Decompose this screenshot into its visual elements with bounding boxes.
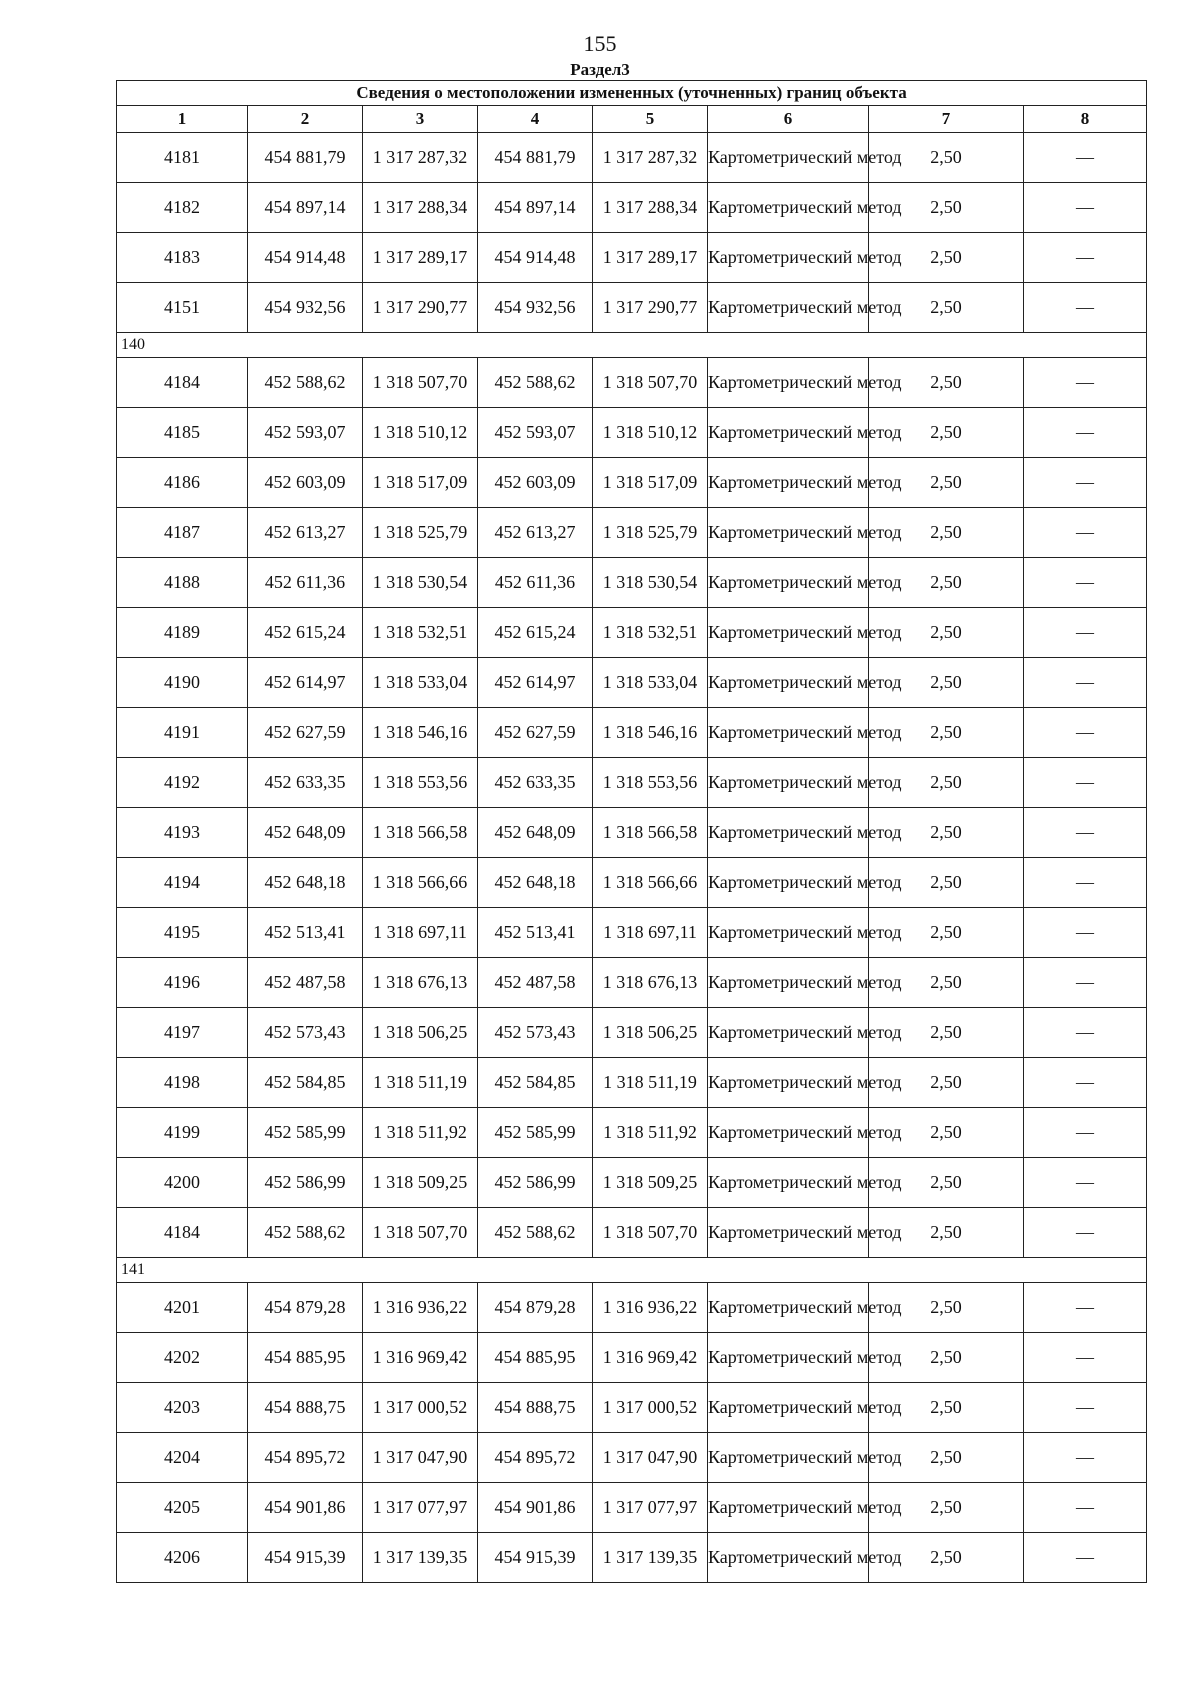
cell-point-number: 4186 [117,458,248,508]
cell-y-existing: 1 318 553,56 [363,758,478,808]
cell-x-new: 454 885,95 [478,1333,593,1383]
cell-x-existing: 454 888,75 [248,1383,363,1433]
cell-y-new: 1 318 517,09 [593,458,708,508]
table-row [117,608,1147,658]
cell-method: Картометрический метод [708,183,869,233]
cell-point-number: 4197 [117,1008,248,1058]
cell-x-new: 454 901,86 [478,1483,593,1533]
cell-method: Картометрический метод [708,1533,869,1583]
cell-method: Картометрический метод [708,408,869,458]
table-row [117,1283,1147,1333]
cell-x-existing: 452 615,24 [248,608,363,658]
cell-x-existing: 454 881,79 [248,133,363,183]
cell-point-number: 4151 [117,283,248,333]
cell-x-existing: 452 588,62 [248,1208,363,1258]
cell-x-new: 452 627,59 [478,708,593,758]
cell-note: — [1024,1208,1147,1258]
cell-x-new: 452 648,09 [478,808,593,858]
cell-y-existing: 1 316 936,22 [363,1283,478,1333]
cell-tolerance: 2,50 [869,708,1024,758]
table-row [117,858,1147,908]
cell-y-existing: 1 317 290,77 [363,283,478,333]
cell-y-existing: 1 317 287,32 [363,133,478,183]
table-row [117,1008,1147,1058]
table-row [117,1433,1147,1483]
cell-method: Картометрический метод [708,1383,869,1433]
cell-y-new: 1 317 288,34 [593,183,708,233]
cell-x-new: 452 614,97 [478,658,593,708]
cell-x-new: 452 513,41 [478,908,593,958]
cell-y-new: 1 316 936,22 [593,1283,708,1333]
cell-note: — [1024,133,1147,183]
table-row [117,508,1147,558]
cell-method: Картометрический метод [708,958,869,1008]
cell-method: Картометрический метод [708,808,869,858]
cell-y-new: 1 317 289,17 [593,233,708,283]
table-row [117,1058,1147,1108]
cell-y-new: 1 318 533,04 [593,658,708,708]
cell-tolerance: 2,50 [869,1333,1024,1383]
cell-tolerance: 2,50 [869,758,1024,808]
cell-x-new: 452 593,07 [478,408,593,458]
cell-x-existing: 454 895,72 [248,1433,363,1483]
cell-point-number: 4199 [117,1108,248,1158]
cell-tolerance: 2,50 [869,658,1024,708]
cell-y-new: 1 318 566,58 [593,808,708,858]
table-row [117,808,1147,858]
cell-method: Картометрический метод [708,1208,869,1258]
cell-point-number: 4188 [117,558,248,608]
table-row [117,458,1147,508]
coordinates-table [116,80,1147,1583]
cell-y-new: 1 318 509,25 [593,1158,708,1208]
cell-y-new: 1 318 566,66 [593,858,708,908]
cell-point-number: 4184 [117,1208,248,1258]
cell-y-existing: 1 318 507,70 [363,1208,478,1258]
cell-x-new: 452 603,09 [478,458,593,508]
cell-x-new: 452 588,62 [478,358,593,408]
cell-x-new: 452 611,36 [478,558,593,608]
cell-note: — [1024,958,1147,1008]
table-row [117,183,1147,233]
cell-x-existing: 452 614,97 [248,658,363,708]
cell-point-number: 4189 [117,608,248,658]
cell-tolerance: 2,50 [869,183,1024,233]
table-row [117,658,1147,708]
table-row [117,1533,1147,1583]
cell-tolerance: 2,50 [869,608,1024,658]
cell-method: Картометрический метод [708,1483,869,1533]
cell-y-new: 1 317 139,35 [593,1533,708,1583]
cell-y-new: 1 316 969,42 [593,1333,708,1383]
cell-note: — [1024,1333,1147,1383]
cell-note: — [1024,358,1147,408]
cell-point-number: 4195 [117,908,248,958]
table-row [117,1383,1147,1433]
cell-x-existing: 452 513,41 [248,908,363,958]
cell-method: Картометрический метод [708,758,869,808]
cell-method: Картометрический метод [708,708,869,758]
cell-x-new: 452 648,18 [478,858,593,908]
cell-x-new: 452 586,99 [478,1158,593,1208]
cell-x-existing: 454 914,48 [248,233,363,283]
cell-tolerance: 2,50 [869,1008,1024,1058]
cell-tolerance: 2,50 [869,458,1024,508]
cell-x-new: 454 888,75 [478,1383,593,1433]
cell-y-new: 1 318 553,56 [593,758,708,808]
cell-point-number: 4200 [117,1158,248,1208]
cell-note: — [1024,1108,1147,1158]
cell-y-existing: 1 317 288,34 [363,183,478,233]
cell-note: — [1024,1483,1147,1533]
cell-point-number: 4185 [117,408,248,458]
cell-y-existing: 1 318 533,04 [363,658,478,708]
cell-x-existing: 452 487,58 [248,958,363,1008]
cell-y-existing: 1 317 289,17 [363,233,478,283]
cell-y-new: 1 318 532,51 [593,608,708,658]
cell-point-number: 4190 [117,658,248,708]
cell-note: — [1024,858,1147,908]
cell-x-existing: 452 573,43 [248,1008,363,1058]
cell-note: — [1024,1008,1147,1058]
cell-y-existing: 1 318 532,51 [363,608,478,658]
column-header: 3 [363,106,478,133]
cell-tolerance: 2,50 [869,1058,1024,1108]
cell-x-existing: 452 585,99 [248,1108,363,1158]
cell-method: Картометрический метод [708,658,869,708]
cell-y-existing: 1 318 530,54 [363,558,478,608]
cell-y-new: 1 318 525,79 [593,508,708,558]
contour-number: 140 [117,333,1147,358]
cell-tolerance: 2,50 [869,908,1024,958]
cell-method: Картометрический метод [708,283,869,333]
table-row [117,233,1147,283]
column-header: 6 [708,106,869,133]
cell-note: — [1024,758,1147,808]
cell-x-existing: 452 611,36 [248,558,363,608]
cell-point-number: 4183 [117,233,248,283]
cell-tolerance: 2,50 [869,958,1024,1008]
cell-method: Картометрический метод [708,1333,869,1383]
cell-x-existing: 452 613,27 [248,508,363,558]
cell-y-new: 1 318 510,12 [593,408,708,458]
cell-x-existing: 452 633,35 [248,758,363,808]
cell-method: Картометрический метод [708,608,869,658]
cell-note: — [1024,408,1147,458]
cell-method: Картометрический метод [708,358,869,408]
cell-note: — [1024,708,1147,758]
cell-note: — [1024,808,1147,858]
cell-y-existing: 1 318 509,25 [363,1158,478,1208]
cell-y-existing: 1 318 507,70 [363,358,478,408]
cell-point-number: 4198 [117,1058,248,1108]
cell-y-existing: 1 318 525,79 [363,508,478,558]
cell-y-new: 1 318 697,11 [593,908,708,958]
cell-y-new: 1 318 676,13 [593,958,708,1008]
cell-note: — [1024,1158,1147,1208]
cell-x-new: 452 588,62 [478,1208,593,1258]
table-row [117,1208,1147,1258]
cell-method: Картометрический метод [708,908,869,958]
cell-y-existing: 1 318 566,66 [363,858,478,908]
table-row [117,558,1147,608]
cell-note: — [1024,183,1147,233]
cell-tolerance: 2,50 [869,1158,1024,1208]
cell-point-number: 4206 [117,1533,248,1583]
cell-point-number: 4201 [117,1283,248,1333]
cell-note: — [1024,508,1147,558]
cell-point-number: 4203 [117,1383,248,1433]
cell-tolerance: 2,50 [869,1283,1024,1333]
cell-method: Картометрический метод [708,508,869,558]
table-row [117,708,1147,758]
cell-y-existing: 1 318 697,11 [363,908,478,958]
cell-y-existing: 1 317 077,97 [363,1483,478,1533]
cell-method: Картометрический метод [708,458,869,508]
cell-y-new: 1 318 530,54 [593,558,708,608]
cell-y-new: 1 318 506,25 [593,1008,708,1058]
table-row [117,758,1147,808]
cell-tolerance: 2,50 [869,508,1024,558]
cell-y-existing: 1 317 000,52 [363,1383,478,1433]
cell-y-new: 1 317 290,77 [593,283,708,333]
cell-y-existing: 1 317 139,35 [363,1533,478,1583]
cell-point-number: 4184 [117,358,248,408]
cell-x-new: 454 881,79 [478,133,593,183]
cell-y-existing: 1 318 676,13 [363,958,478,1008]
cell-y-new: 1 317 077,97 [593,1483,708,1533]
cell-tolerance: 2,50 [869,233,1024,283]
cell-y-existing: 1 318 510,12 [363,408,478,458]
cell-y-new: 1 318 511,92 [593,1108,708,1158]
cell-y-existing: 1 318 546,16 [363,708,478,758]
cell-method: Картометрический метод [708,233,869,283]
column-header: 7 [869,106,1024,133]
cell-x-new: 452 615,24 [478,608,593,658]
cell-point-number: 4187 [117,508,248,558]
cell-y-new: 1 317 047,90 [593,1433,708,1483]
cell-point-number: 4193 [117,808,248,858]
cell-point-number: 4205 [117,1483,248,1533]
cell-note: — [1024,233,1147,283]
cell-note: — [1024,1283,1147,1333]
cell-tolerance: 2,50 [869,408,1024,458]
cell-x-existing: 452 586,99 [248,1158,363,1208]
cell-tolerance: 2,50 [869,808,1024,858]
table-row [117,358,1147,408]
column-header-row [117,106,1147,133]
cell-x-new: 452 585,99 [478,1108,593,1158]
cell-note: — [1024,608,1147,658]
cell-method: Картометрический метод [708,558,869,608]
cell-y-new: 1 318 546,16 [593,708,708,758]
cell-point-number: 4182 [117,183,248,233]
cell-point-number: 4181 [117,133,248,183]
cell-method: Картометрический метод [708,1158,869,1208]
cell-tolerance: 2,50 [869,1208,1024,1258]
cell-x-existing: 454 932,56 [248,283,363,333]
cell-y-existing: 1 318 506,25 [363,1008,478,1058]
cell-tolerance: 2,50 [869,1108,1024,1158]
cell-x-new: 454 895,72 [478,1433,593,1483]
cell-y-existing: 1 318 511,92 [363,1108,478,1158]
cell-x-new: 452 613,27 [478,508,593,558]
cell-tolerance: 2,50 [869,1383,1024,1433]
cell-point-number: 4191 [117,708,248,758]
cell-x-new: 454 914,48 [478,233,593,283]
cell-method: Картометрический метод [708,1058,869,1108]
cell-x-new: 452 487,58 [478,958,593,1008]
cell-x-existing: 452 648,18 [248,858,363,908]
cell-method: Картометрический метод [708,133,869,183]
cell-y-new: 1 317 287,32 [593,133,708,183]
cell-point-number: 4192 [117,758,248,808]
cell-x-existing: 452 593,07 [248,408,363,458]
table-caption: Сведения о местоположении измененных (уточненных) границ объекта [117,81,1147,106]
cell-y-new: 1 318 511,19 [593,1058,708,1108]
cell-y-existing: 1 318 517,09 [363,458,478,508]
cell-x-existing: 454 879,28 [248,1283,363,1333]
table-row [117,283,1147,333]
cell-note: — [1024,658,1147,708]
cell-note: — [1024,1433,1147,1483]
cell-note: — [1024,558,1147,608]
contour-group-row [117,333,1147,358]
cell-tolerance: 2,50 [869,558,1024,608]
cell-x-existing: 452 603,09 [248,458,363,508]
cell-tolerance: 2,50 [869,1533,1024,1583]
cell-point-number: 4196 [117,958,248,1008]
cell-note: — [1024,908,1147,958]
cell-x-new: 454 915,39 [478,1533,593,1583]
table-caption-row [117,81,1147,106]
cell-y-new: 1 318 507,70 [593,358,708,408]
cell-y-existing: 1 318 511,19 [363,1058,478,1108]
section-title: Раздел3 [570,60,630,79]
column-header: 8 [1024,106,1147,133]
cell-point-number: 4194 [117,858,248,908]
cell-point-number: 4202 [117,1333,248,1383]
table-row [117,1333,1147,1383]
cell-method: Картометрический метод [708,1283,869,1333]
cell-x-new: 454 932,56 [478,283,593,333]
cell-x-existing: 454 885,95 [248,1333,363,1383]
cell-x-new: 452 573,43 [478,1008,593,1058]
cell-note: — [1024,458,1147,508]
cell-method: Картометрический метод [708,858,869,908]
cell-y-new: 1 318 507,70 [593,1208,708,1258]
page-number: 155 [583,31,617,56]
table-row [117,1108,1147,1158]
cell-x-new: 454 879,28 [478,1283,593,1333]
column-header: 1 [117,106,248,133]
table-row [117,1483,1147,1533]
cell-x-existing: 452 584,85 [248,1058,363,1108]
cell-note: — [1024,283,1147,333]
table-row [117,1158,1147,1208]
cell-x-existing: 452 588,62 [248,358,363,408]
cell-note: — [1024,1533,1147,1583]
column-header: 2 [248,106,363,133]
table-body [117,133,1147,1583]
cell-tolerance: 2,50 [869,133,1024,183]
cell-x-new: 452 584,85 [478,1058,593,1108]
cell-y-new: 1 317 000,52 [593,1383,708,1433]
cell-tolerance: 2,50 [869,358,1024,408]
cell-y-existing: 1 318 566,58 [363,808,478,858]
cell-method: Картометрический метод [708,1008,869,1058]
cell-point-number: 4204 [117,1433,248,1483]
cell-x-new: 452 633,35 [478,758,593,808]
contour-group-row [117,1258,1147,1283]
cell-method: Картометрический метод [708,1108,869,1158]
cell-method: Картометрический метод [708,1433,869,1483]
cell-x-existing: 454 915,39 [248,1533,363,1583]
cell-y-existing: 1 316 969,42 [363,1333,478,1383]
cell-x-existing: 454 897,14 [248,183,363,233]
cell-tolerance: 2,50 [869,858,1024,908]
cell-x-existing: 454 901,86 [248,1483,363,1533]
table-row [117,908,1147,958]
contour-number: 141 [117,1258,1147,1283]
column-header: 5 [593,106,708,133]
table-row [117,958,1147,1008]
cell-x-existing: 452 648,09 [248,808,363,858]
cell-x-existing: 452 627,59 [248,708,363,758]
cell-tolerance: 2,50 [869,283,1024,333]
cell-y-existing: 1 317 047,90 [363,1433,478,1483]
cell-note: — [1024,1383,1147,1433]
cell-tolerance: 2,50 [869,1433,1024,1483]
cell-tolerance: 2,50 [869,1483,1024,1533]
cell-note: — [1024,1058,1147,1108]
column-header: 4 [478,106,593,133]
table-row [117,408,1147,458]
table-row [117,133,1147,183]
cell-x-new: 454 897,14 [478,183,593,233]
